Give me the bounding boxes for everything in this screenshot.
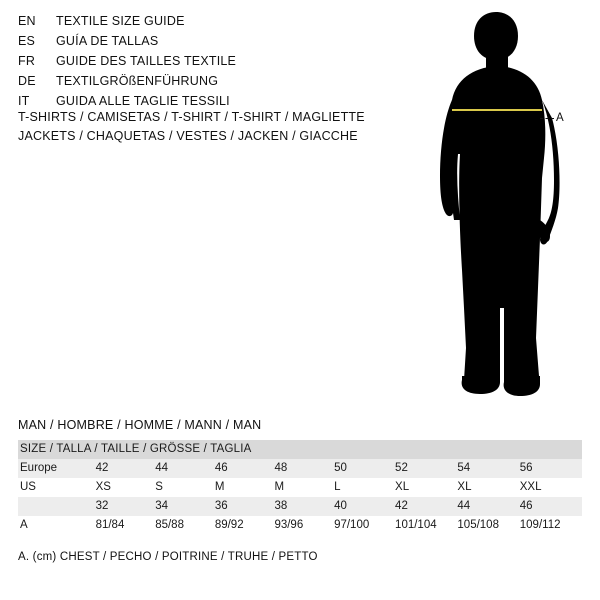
row-label: A (18, 516, 96, 535)
size-table (18, 440, 582, 535)
category-list (18, 108, 418, 146)
group-title: MAN / HOMBRE / HOMME / MANN / MAN (18, 418, 262, 432)
language-title: TEXTILGRÖßENFÜHRUNG (56, 74, 219, 88)
cell: XL (457, 478, 519, 497)
cell: 81/84 (96, 516, 156, 535)
cell: 38 (274, 497, 334, 516)
language-code: IT (18, 94, 30, 108)
table-header-label: SIZE / TALLA / TAILLE / GRÖSSE / TAGLIA (18, 440, 582, 459)
cell: 42 (96, 459, 156, 478)
language-code: EN (18, 14, 36, 28)
language-row (18, 74, 398, 94)
cell: S (155, 478, 215, 497)
cell: L (334, 478, 395, 497)
cell: 105/108 (457, 516, 519, 535)
cell: 54 (457, 459, 519, 478)
language-code: ES (18, 34, 36, 48)
row-label: Europe (18, 459, 96, 478)
row-label: US (18, 478, 96, 497)
cell: 101/104 (395, 516, 457, 535)
cell: XS (96, 478, 156, 497)
category-tshirts: T-SHIRTS / CAMISETAS / T-SHIRT / T-SHIRT / MAGLIETTE (18, 110, 365, 124)
cell: 93/96 (274, 516, 334, 535)
language-row (18, 34, 398, 54)
language-title: GUÍA DE TALLAS (56, 34, 159, 48)
language-row (18, 14, 398, 34)
table-row (18, 497, 582, 516)
table-row (18, 459, 582, 478)
male-silhouette-icon (400, 8, 600, 408)
language-code: DE (18, 74, 36, 88)
cell: M (274, 478, 334, 497)
table-header-row (18, 440, 582, 459)
cell: 46 (520, 497, 582, 516)
cell: 40 (334, 497, 395, 516)
cell: 44 (457, 497, 519, 516)
cell: 52 (395, 459, 457, 478)
cell: 34 (155, 497, 215, 516)
cell: 89/92 (215, 516, 275, 535)
cell: 48 (274, 459, 334, 478)
table-footnote: A. (cm) CHEST / PECHO / POITRINE / TRUHE / PETTO (18, 551, 318, 563)
cell: 97/100 (334, 516, 395, 535)
cell: 32 (96, 497, 156, 516)
language-title: GUIDE DES TAILLES TEXTILE (56, 54, 237, 68)
measure-label-a: A (556, 112, 565, 124)
language-list (18, 14, 398, 114)
table-row (18, 478, 582, 497)
cell: M (215, 478, 275, 497)
cell: 109/112 (520, 516, 582, 535)
table-row (18, 516, 582, 535)
cell: XL (395, 478, 457, 497)
cell: 42 (395, 497, 457, 516)
cell: 36 (215, 497, 275, 516)
cell: 56 (520, 459, 582, 478)
dashed-leader-line-icon (540, 118, 554, 119)
row-label (18, 497, 96, 516)
language-title: TEXTILE SIZE GUIDE (56, 14, 185, 28)
cell: 50 (334, 459, 395, 478)
cell: 46 (215, 459, 275, 478)
cell: 85/88 (155, 516, 215, 535)
language-code: FR (18, 54, 36, 68)
cell: 44 (155, 459, 215, 478)
cell: XXL (520, 478, 582, 497)
language-title: GUIDA ALLE TAGLIE TESSILI (56, 94, 230, 108)
figure-illustration (400, 8, 600, 408)
language-row (18, 54, 398, 74)
category-jackets: JACKETS / CHAQUETAS / VESTES / JACKEN / GIACCHE (18, 129, 358, 143)
